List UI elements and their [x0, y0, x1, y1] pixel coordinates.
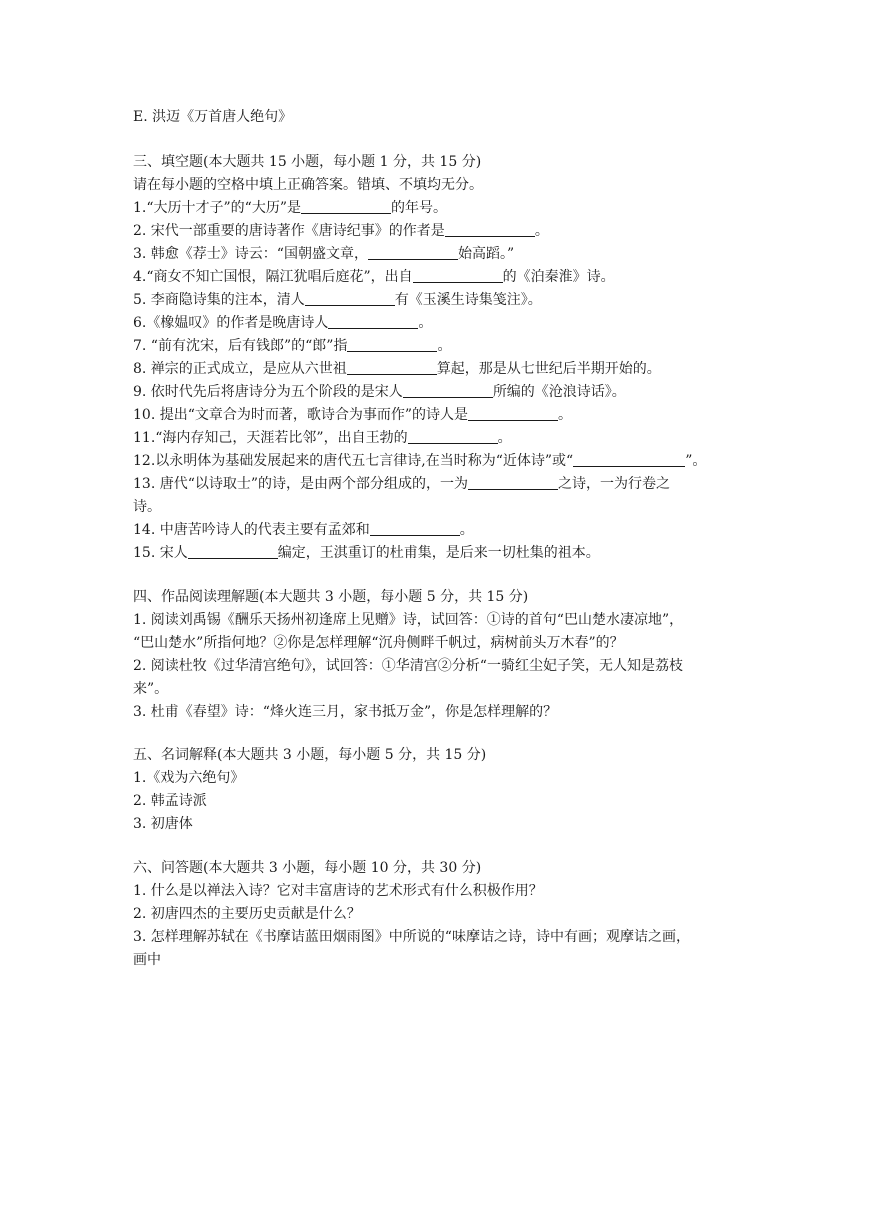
question-text: 的《泊秦淮》诗。: [502, 269, 615, 285]
answer-blank[interactable]: [347, 337, 437, 352]
answer-blank[interactable]: [413, 268, 503, 283]
answer-blank[interactable]: [370, 521, 460, 536]
question-3-13: [133, 473, 743, 496]
question-3-3: [133, 243, 743, 266]
question-text: 7. “前有沈宋，后有钱郎”的“郎”指: [133, 338, 348, 354]
answer-blank[interactable]: [328, 314, 418, 329]
answer-blank[interactable]: [573, 452, 685, 467]
question-6-1: 1. 什么是以禅法入诗？它对丰富唐诗的艺术形式有什么积极作用？: [133, 883, 543, 899]
question-3-1: [133, 197, 743, 220]
question-text: 。: [497, 430, 512, 446]
section4-heading: 四、作品阅读理解题(本大题共 3 小题，每小题 5 分，共 15 分): [133, 589, 529, 605]
question-3-5: [133, 289, 743, 312]
question-text: 10. 提出“文章合为时而著，歌诗合为事而作”的诗人是: [133, 407, 469, 423]
question-4-2-line1: 2. 阅读杜牧《过华清宫绝句》，试回答：①华清宫②分析“一骑红尘妃子笑，无人知是荔枝: [133, 658, 683, 674]
question-4-2-line2: 来”。: [133, 681, 169, 697]
question-3-4: [133, 266, 743, 289]
answer-blank[interactable]: [188, 544, 278, 559]
question-3-7: [133, 335, 743, 358]
question-3-10: [133, 404, 743, 427]
question-text: 。: [558, 407, 573, 423]
option-e: E. 洪迈《万首唐人绝句》: [133, 109, 293, 125]
question-text: 3. 韩愈《荐士》诗云：“国朝盛文章，: [133, 246, 368, 262]
question-text: 11.“海内存知己，天涯若比邻”，出自王勃的: [133, 430, 408, 446]
answer-blank[interactable]: [305, 291, 395, 306]
answer-blank[interactable]: [347, 360, 437, 375]
question-text: 始高蹈。”: [457, 246, 515, 262]
question-text: 12.以永明体为基础发展起来的唐代五七言律诗,在当时称为“近体诗”或“: [133, 453, 574, 469]
section5-heading: 五、名词解释(本大题共 3 小题，每小题 5 分，共 15 分): [133, 747, 487, 763]
question-text: 14. 中唐苦吟诗人的代表主要有孟郊和: [133, 522, 370, 538]
question-text: 2. 宋代一部重要的唐诗著作《唐诗纪事》的作者是: [133, 223, 445, 239]
question-3-15: [133, 542, 743, 565]
question-text: 有《玉溪生诗集笺注》。: [394, 292, 542, 308]
question-text: 15. 宋人: [133, 545, 188, 561]
question-6-2: 2. 初唐四杰的主要历史贡献是什么？: [133, 906, 361, 922]
question-text: 4.“商女不知亡国恨，隔江犹唱后庭花”，出自: [133, 269, 413, 285]
answer-blank[interactable]: [403, 383, 493, 398]
answer-blank[interactable]: [408, 429, 498, 444]
question-3-2: [133, 220, 743, 243]
section3-instruction: 请在每小题的空格中填上正确答案。错填、不填均无分。: [133, 177, 483, 193]
question-text: 。: [418, 315, 433, 331]
question-text: 6.《橡媪叹》的作者是晚唐诗人: [133, 315, 329, 331]
question-6-3-line2: 画中: [133, 952, 161, 968]
question-3-9: [133, 381, 743, 404]
term-5-2: 2. 韩孟诗派: [133, 793, 207, 809]
question-3-11: [133, 427, 743, 450]
question-text: 8. 禅宗的正式成立，是应从六世祖: [133, 361, 347, 377]
question-text: 。: [459, 522, 474, 538]
answer-blank[interactable]: [368, 245, 458, 260]
question-text: 。: [534, 223, 549, 239]
term-5-3: 3. 初唐体: [133, 816, 193, 832]
question-text: 13. 唐代“以诗取士”的诗，是由两个部分组成的，一为: [133, 476, 469, 492]
question-text: ”。: [685, 453, 707, 469]
term-5-1: 1.《戏为六绝句》: [133, 770, 245, 786]
question-4-1-line2: “巴山楚水”所指何地？②你是怎样理解“沉舟侧畔千帆过，病树前头万木春”的？: [133, 635, 624, 651]
question-3-14: [133, 519, 743, 542]
question-text: 5. 李商隐诗集的注本，清人: [133, 292, 305, 308]
question-text: 的年号。: [391, 200, 447, 216]
question-text: 算起，那是从七世纪后半期开始的。: [436, 361, 661, 377]
question-text: 所编的《沧浪诗话》。: [492, 384, 626, 400]
section6-heading: 六、问答题(本大题共 3 小题，每小题 10 分，共 30 分): [133, 860, 482, 876]
question-3-13-continued: 诗。: [133, 499, 161, 515]
question-text: 。: [437, 338, 452, 354]
question-4-3: 3. 杜甫《春望》诗：“烽火连三月，家书抵万金”，你是怎样理解的？: [133, 704, 558, 720]
answer-blank[interactable]: [445, 222, 535, 237]
question-text: 1.“大历十才子”的“大历”是: [133, 200, 301, 216]
question-text: 之诗，一为行卷之: [558, 476, 671, 492]
section3-heading: 三、填空题(本大题共 15 小题，每小题 1 分，共 15 分): [133, 154, 482, 170]
question-text: 编定，王淇重订的杜甫集，是后来一切杜集的祖本。: [277, 545, 600, 561]
answer-blank[interactable]: [301, 199, 391, 214]
question-text: 9. 依时代先后将唐诗分为五个阶段的是宋人: [133, 384, 403, 400]
question-6-3-line1: 3. 怎样理解苏轼在《书摩诘蓝田烟雨图》中所说的“味摩诘之诗，诗中有画；观摩诘之画，: [133, 929, 690, 945]
answer-blank[interactable]: [468, 475, 558, 490]
question-3-6: [133, 312, 743, 335]
question-3-12: [133, 450, 743, 473]
question-3-8: [133, 358, 743, 381]
question-4-1-line1: 1. 阅读刘禹锡《酬乐天扬州初逢席上见赠》诗，试回答：①诗的首句“巴山楚水凄凉地”，: [133, 612, 684, 628]
answer-blank[interactable]: [468, 406, 558, 421]
